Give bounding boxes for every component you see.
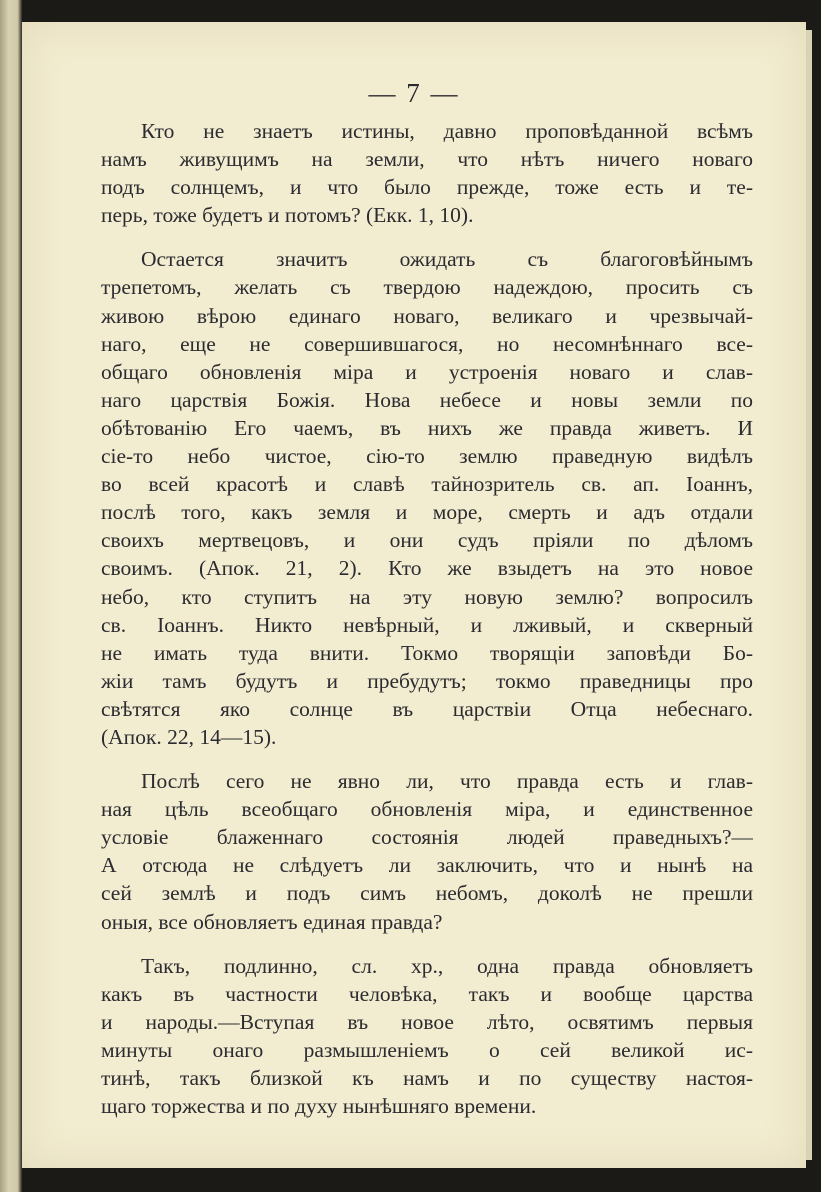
text-line: условіе блаженнаго состоянія людей праведныхъ?— (101, 825, 753, 850)
page-text (101, 117, 753, 1120)
text-line: Такъ, подлинно, сл. хр., одна правда обновляетъ (141, 953, 753, 978)
text-line: не имать туда внити. Токмо творящіи заповѣди Бо- (101, 640, 753, 665)
text-line: жіи тамъ будутъ и пребудутъ; токмо праведницы про (101, 668, 753, 693)
text-line: (Апок. 22, 14—15). (101, 724, 277, 749)
text-line: и народы.—Вступая въ новое лѣто, освятимъ первыя (101, 1009, 753, 1034)
text-line: живою вѣрою единаго новаго, великаго и чрезвычай- (101, 303, 753, 328)
paragraph-gap (101, 936, 753, 952)
paragraph-4 (101, 952, 753, 1121)
text-line: ная цѣль всеобщаго обновленія міра, и единственное (101, 797, 753, 822)
text-line: во всей красотѣ и славѣ тайнозритель св. ап. Іоаннъ, (101, 472, 753, 497)
text-line: Кто не знаетъ истины, давно проповѣданной всѣмъ (141, 119, 753, 143)
page-stack-edge (806, 30, 812, 1160)
text-line: минуты онаго размышленіемъ о сей великой ис- (101, 1037, 753, 1062)
previous-page-edge (0, 0, 22, 1192)
text-line: Остается значитъ ожидать съ благоговѣйнымъ (141, 247, 753, 272)
text-line: какъ въ частности человѣка, такъ и вообще царства (101, 981, 753, 1006)
paragraph-1 (101, 117, 753, 229)
text-line: св. Іоаннъ. Никто невѣрный, и лживый, и скверный (101, 612, 753, 637)
text-line: обѣтованію Его чаемъ, въ нихъ же правда живетъ. И (101, 415, 753, 440)
text-line: послѣ того, какъ земля и море, смерть и адъ отдали (101, 500, 753, 525)
text-line: оныя, все обновляетъ единая правда? (101, 909, 443, 934)
paragraph-gap (101, 229, 753, 245)
text-line: наго, еще не совершившагося, но несомнѣннаго все- (101, 331, 753, 356)
paragraph-3 (101, 767, 753, 936)
text-line: подъ солнцемъ, и что было прежде, тоже есть и те- (101, 175, 753, 200)
text-line: свѣтятся яко солнце въ царствіи Отца небеснаго. (101, 696, 753, 721)
text-line: А отсюда не слѣдуетъ ли заключить, что и нынѣ на (101, 853, 753, 878)
text-line: небо, кто ступитъ на эту новую землю? вопросилъ (101, 584, 753, 609)
text-line: трепетомъ, желать съ твердою надеждою, просить съ (101, 275, 753, 300)
text-line: сіе-то небо чистое, сію-то землю праведную видѣлъ (101, 444, 753, 469)
text-line: сей землѣ и подъ симъ небомъ, доколѣ не прешли (101, 881, 753, 906)
page-number: — 7 — (368, 78, 460, 108)
paragraph-2 (101, 245, 753, 751)
text-line: наго царствія Божія. Нова небесе и новы земли по (101, 387, 753, 412)
text-line: тинѣ, такъ близкой къ намъ и по существу настоя- (101, 1066, 753, 1090)
text-line: общаго обновленія міра и устроенія новаго и слав- (101, 359, 753, 384)
text-line: намъ живущимъ на земли, что нѣтъ ничего новаго (101, 147, 753, 172)
text-line: Послѣ сего не явно ли, что правда есть и глав- (141, 769, 753, 794)
book-page (22, 22, 806, 1168)
text-line: щаго торжества и по духу нынѣшняго времени. (101, 1094, 537, 1119)
text-line: перь, тоже будетъ и потомъ? (Екк. 1, 10). (101, 203, 474, 228)
text-line: своимъ. (Апок. 21, 2). Кто же взыдетъ на это новое (101, 556, 753, 581)
text-line: своихъ мертвецовъ, и они судъ пріяли по дѣломъ (101, 528, 753, 553)
paragraph-gap (101, 751, 753, 767)
